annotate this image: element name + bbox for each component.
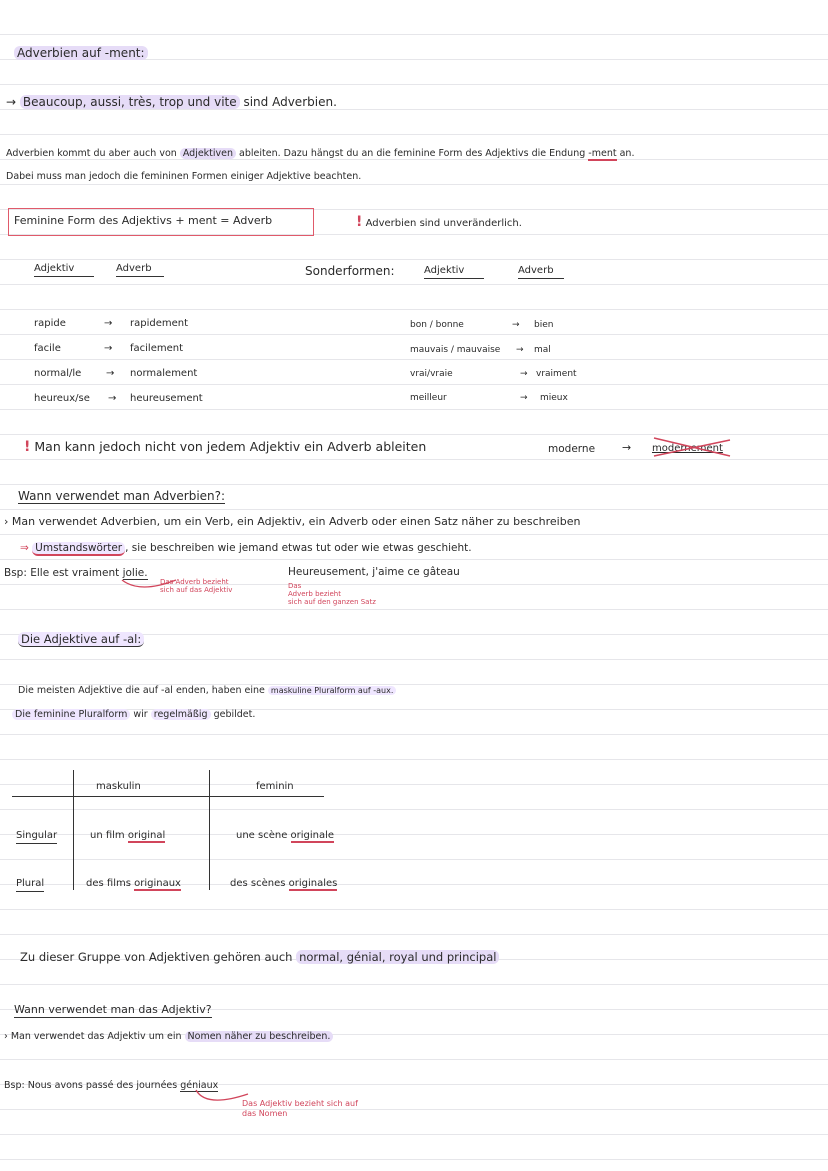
- exclamation-icon: !: [24, 439, 31, 455]
- section2-title: Die Adjektive auf -al:: [18, 632, 144, 647]
- table2-cell: des films originaux: [86, 878, 181, 889]
- table1-row: normalement: [130, 368, 198, 379]
- table1-header-adv: Adverb: [116, 262, 164, 277]
- q2-title: Wann verwendet man das Adjektiv?: [14, 1003, 212, 1016]
- q2-note: Das Adjektiv bezieht sich auf das Nomen: [242, 1099, 358, 1118]
- crossed-modernement: modernement: [652, 443, 723, 454]
- table1-row: rapidement: [130, 318, 189, 329]
- special-row: mieux: [540, 393, 568, 403]
- table1-row: facile: [34, 343, 61, 354]
- intro-line: → Beaucoup, aussi, très, trop und vite sind Adverbien.: [6, 95, 337, 109]
- exclamation-icon: !: [356, 214, 363, 230]
- arrow-icon: →: [108, 393, 117, 404]
- special-row: mauvais / mauvaise: [410, 345, 501, 355]
- special-header-adv: Adverb: [518, 264, 564, 279]
- cross-out-mark: [650, 434, 734, 460]
- para1-line2: Dabei muss man jedoch die femininen Formen einiger Adjektive beachten.: [6, 171, 362, 182]
- arrow-icon: →: [104, 318, 113, 329]
- q1-example1: Bsp: Elle est vraiment jolie.: [4, 567, 148, 579]
- q1-line1: › Man verwendet Adverbien, um ein Verb, ein Adjektiv, ein Adverb oder einen Satz näher zu beschreiben: [4, 515, 581, 528]
- special-row: bien: [534, 320, 554, 330]
- table2-divider: [73, 770, 74, 890]
- table2-divider: [12, 796, 324, 797]
- arrow-icon: →: [520, 369, 528, 379]
- special-row: vraiment: [536, 369, 577, 379]
- table1-row: rapide: [34, 318, 66, 329]
- warning-invariable: ! Adverbien sind unveränderlich.: [356, 214, 522, 230]
- section2-line1: Die meisten Adjektive die auf -al enden, haben eine maskuline Pluralform auf -aux.: [18, 684, 396, 698]
- q1-line2: ⇒ Umstandswörter , sie beschreiben wie jemand etwas tut oder wie etwas geschieht.: [20, 542, 472, 554]
- special-forms-label: Sonderformen:: [305, 264, 395, 278]
- table1-row: normal/le: [34, 368, 82, 379]
- q1-title: Wann verwendet man Adverbien?:: [18, 489, 226, 503]
- arrow-icon: →: [104, 343, 113, 354]
- rule-box-text: Feminine Form des Adjektivs + ment = Adverb: [14, 214, 273, 227]
- table1-header-adj: Adjektiv: [34, 262, 94, 277]
- q1-note1: Das Adverb bezieht sich auf das Adjektiv: [160, 578, 233, 594]
- table2-header-masc: maskulin: [96, 781, 141, 792]
- table2-cell: une scène originale: [236, 830, 335, 841]
- special-row: vrai/vraie: [410, 369, 453, 379]
- table2-cell: des scènes originales: [230, 878, 338, 889]
- special-row: mal: [534, 345, 551, 355]
- table2-header-fem: feminin: [256, 781, 294, 792]
- table1-row: heureux/se: [34, 393, 90, 404]
- section2-line2: Die feminine Pluralform wir regelmäßig gebildet.: [12, 708, 255, 722]
- special-row: meilleur: [410, 393, 447, 403]
- table1-row: heureusement: [130, 393, 203, 404]
- arrow-icon: →: [512, 320, 520, 330]
- table2-row-label: Plural: [16, 877, 44, 892]
- page-title: Adverbien auf -ment:: [14, 46, 148, 60]
- example-moderne: moderne: [548, 443, 596, 455]
- arrow-icon: →: [520, 393, 528, 403]
- para1-line1: Adverbien kommt du aber auch von Adjektiven ableiten. Dazu hängst du an die feminine Form des Adjektivs die Endung -ment an.: [6, 148, 635, 159]
- arrow-icon: →: [516, 345, 524, 355]
- table2-cell: un film original: [90, 830, 166, 841]
- group-line: Zu dieser Gruppe von Adjektiven gehören auch normal, génial, royal und principal: [20, 950, 499, 964]
- special-header-adj: Adjektiv: [424, 264, 484, 279]
- table2-row-label: Singular: [16, 829, 57, 844]
- q1-example2: Heureusement, j'aime ce gâteau: [288, 566, 460, 578]
- q2-example: Bsp: Nous avons passé des journées géniaux: [4, 1080, 219, 1091]
- arrow-icon: →: [622, 441, 632, 454]
- table1-row: facilement: [130, 343, 184, 354]
- q2-line: › Man verwendet das Adjektiv um ein Nomen näher zu beschreiben.: [4, 1030, 333, 1044]
- table2-divider: [209, 770, 210, 890]
- warning-not-every-adjective: ! Man kann jedoch nicht von jedem Adjektiv ein Adverb ableiten: [24, 439, 427, 455]
- q1-note2: Das Adverb bezieht sich auf den ganzen Satz: [288, 582, 376, 606]
- arrow-icon: →: [106, 368, 115, 379]
- special-row: bon / bonne: [410, 320, 464, 330]
